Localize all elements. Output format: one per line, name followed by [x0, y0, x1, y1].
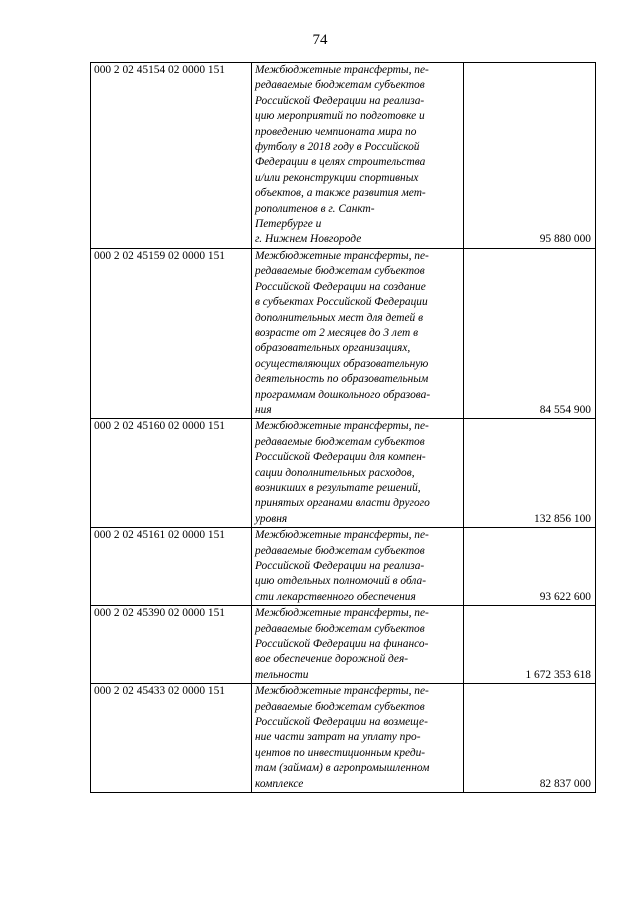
description-line: Петербурге и — [255, 218, 322, 231]
table-row — [91, 528, 596, 606]
description-line: Российской Федерации на финансо- — [255, 638, 429, 651]
description-line: тельности — [255, 668, 309, 681]
description-line: вое обеспечение дорожной дея- — [255, 653, 409, 666]
budget-code-cell: 000 2 02 45160 02 0000 151 — [91, 419, 252, 528]
description-line: в субъектах Российской Федерации — [255, 296, 428, 309]
budget-table-body — [91, 63, 596, 793]
description-line: центов по инвестиционным креди- — [255, 746, 426, 759]
description-line: комплексе — [255, 777, 304, 790]
description-line: Межбюджетные трансферты, пе- — [255, 685, 429, 698]
budget-code-cell: 000 2 02 45154 02 0000 151 — [91, 63, 252, 249]
budget-code-cell: 000 2 02 45159 02 0000 151 — [91, 248, 252, 418]
description-line: редаваемые бюджетам субъектов — [255, 79, 425, 92]
description-line: редаваемые бюджетам субъектов — [255, 435, 425, 448]
description-line: принятых органами власти другого — [255, 497, 430, 510]
amount-cell: 82 837 000 — [464, 684, 596, 793]
description-cell — [252, 63, 464, 249]
description-cell — [252, 419, 464, 528]
description-line: образовательных организациях, — [255, 342, 411, 355]
description-line: Межбюджетные трансферты, пе- — [255, 249, 429, 262]
table-row — [91, 248, 596, 418]
page-number: 74 — [312, 32, 328, 48]
description-line: редаваемые бюджетам субъектов — [255, 265, 425, 278]
amount-cell: 84 554 900 — [464, 248, 596, 418]
description-line: г. Нижнем Новгороде — [255, 233, 362, 246]
description-line: уровня — [255, 512, 288, 525]
amount-cell: 93 622 600 — [464, 528, 596, 606]
description-line: возрасте от 2 месяцев до 3 лет в — [255, 326, 419, 339]
description-line: Межбюджетные трансферты, пе- — [255, 607, 429, 620]
description-line: деятельность по образовательным — [255, 373, 429, 386]
description-line: там (займам) в агропромышленном — [255, 762, 430, 775]
description-line: Российской Федерации на реализа- — [255, 94, 425, 107]
description-line: ние части затрат на уплату про- — [255, 731, 421, 744]
budget-code-cell: 000 2 02 45433 02 0000 151 — [91, 684, 252, 793]
description-line: дополнительных мест для детей в — [255, 311, 424, 324]
budget-table — [90, 62, 596, 793]
description-line: Федерации в целях строительства — [255, 156, 426, 169]
table-row — [91, 63, 596, 249]
description-line: объектов, а также развития мет- — [255, 187, 426, 200]
description-cell — [252, 528, 464, 606]
description-line: редаваемые бюджетам субъектов — [255, 700, 425, 713]
description-line: Межбюджетные трансферты, пе- — [255, 64, 429, 76]
description-line: рополитенов в г. Санкт- — [255, 202, 375, 215]
description-line: Российской Федерации на возмеще- — [255, 716, 428, 729]
description-line: сти лекарственного обеспечения — [255, 590, 416, 603]
description-line: Российской Федерации для компен- — [255, 451, 426, 464]
description-line: Российской Федерации на создание — [255, 280, 426, 293]
description-line: футболу в 2018 году в Российской — [255, 141, 420, 154]
amount-cell: 95 880 000 — [464, 63, 596, 249]
budget-code-cell: 000 2 02 45390 02 0000 151 — [91, 606, 252, 684]
description-line: возникших в результате решений, — [255, 481, 421, 494]
table-row — [91, 606, 596, 684]
budget-code-cell: 000 2 02 45161 02 0000 151 — [91, 528, 252, 606]
description-line: сации дополнительных расходов, — [255, 466, 415, 479]
description-line: редаваемые бюджетам субъектов — [255, 544, 425, 557]
description-line: Межбюджетные трансферты, пе- — [255, 420, 429, 433]
description-line: цию мероприятий по подготовке и — [255, 110, 425, 123]
description-line: редаваемые бюджетам субъектов — [255, 622, 425, 635]
description-line: Межбюджетные трансферты, пе- — [255, 529, 429, 542]
description-line: и/или реконструкции спортивных — [255, 171, 419, 184]
description-line: осуществляющих образовательную — [255, 357, 429, 370]
description-cell — [252, 248, 464, 418]
description-line: программам дошкольного образова- — [255, 388, 431, 401]
description-line: Российской Федерации на реализа- — [255, 560, 425, 572]
table-row — [91, 684, 596, 793]
table-row — [91, 419, 596, 528]
description-line: ния — [255, 403, 272, 416]
description-cell — [252, 606, 464, 684]
description-line: проведению чемпионата мира по — [255, 125, 417, 138]
amount-cell: 132 856 100 — [464, 419, 596, 528]
description-cell — [252, 684, 464, 793]
amount-cell: 1 672 353 618 — [464, 606, 596, 684]
description-line: цию отдельных полномочий в обла- — [255, 575, 426, 588]
